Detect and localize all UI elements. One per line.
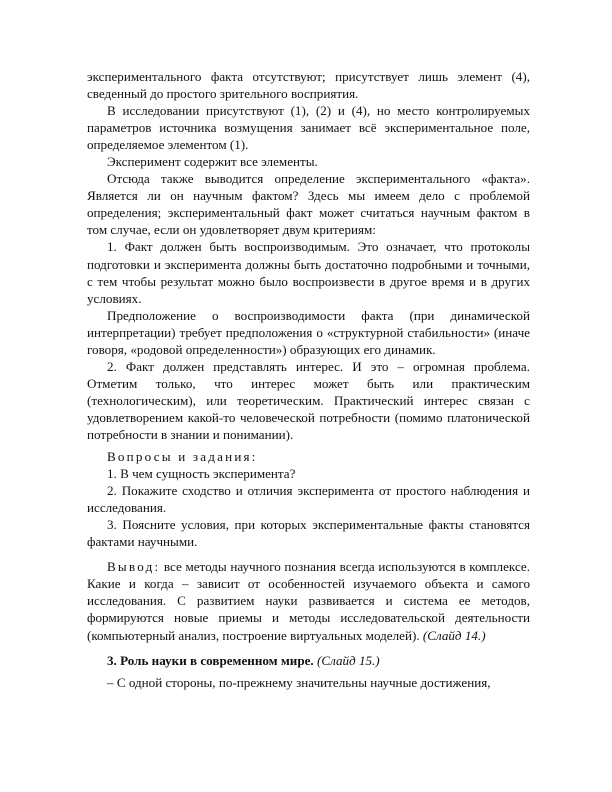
question-2: 2. Покажите сходство и отличия эксперимента от простого наблюдения и исследования. <box>87 483 530 516</box>
section-3-title: 3. Роль науки в современном мире. <box>107 652 317 668</box>
conclusion-label: Вывод: <box>107 559 161 575</box>
paragraph-science-achievements: – С одной стороны, по-прежнему значительны научные достижения, <box>107 674 491 690</box>
section-3-heading <box>87 652 530 669</box>
question-3: 3. Поясните условия, при которых экспериментальные факты становятся фактами научными. <box>87 517 530 550</box>
paragraph-criterion-interest: 2. Факт должен представлять интерес. И это – огромная проблема. Отметим только, что интерес может быть или практическим (технологическим), или теоретическим. Практический интерес связан с удовлетворением какой-то человеческой потребности (помимо платонической потребности в знании и понимании). <box>87 358 530 442</box>
conclusion-slide-ref: (Слайд 14.) <box>422 627 486 643</box>
paragraph-research-elements: В исследовании присутствуют (1), (2) и (4), но место контролируемых параметров источника возмущения занимает всё экспериментальное поле, определяемое элементом (1). <box>87 103 530 153</box>
paragraph-experiment-elements: Эксперимент содержит все элементы. <box>107 154 318 170</box>
conclusion-text: все методы научного познания всегда используются в комплексе. Какие и когда – зависит от особенностей изучаемого объекта и самого исследования. С развитием науки развивается и система ее методов, формируются новые приемы и методы исследовательской деятельности (компьютерный анализ, построение виртуальных моделей). <box>87 559 530 643</box>
paragraph-fact-definition: Отсюда также выводится определение экспериментального «факта». Является ли он научным фактом? Здесь мы имеем дело с проблемой определения; экспериментальный факт может считаться научным фактом в том случае, если он удовлетворяет двум критериям: <box>87 171 530 238</box>
conclusion-paragraph <box>87 558 530 643</box>
question-1: 1. В чем сущность эксперимента? <box>107 466 296 482</box>
section-3-slide-ref: (Слайд 15.) <box>316 652 380 668</box>
paragraph-criterion-reproducible: 1. Факт должен быть воспроизводимым. Это означает, что протоколы подготовки и эксперимента должны быть достаточно подробными и точными, с тем чтобы результат можно было воспроизвести в другое время и в других условиях. <box>87 239 530 306</box>
paragraph-experimental-fact: экспериментального факта отсутствуют; присутствует лишь элемент (4), сведенный до простого зрительного восприятия. <box>87 69 530 102</box>
document-body <box>87 68 530 691</box>
questions-heading: Вопросы и задания: <box>107 449 258 465</box>
paragraph-reproducibility-assumption: Предположение о воспроизводимости факта (при динамической интерпретации) требует предположения о «структурной стабильности» (иначе говоря, «родовой определенности») образующих его динамик. <box>87 307 530 357</box>
